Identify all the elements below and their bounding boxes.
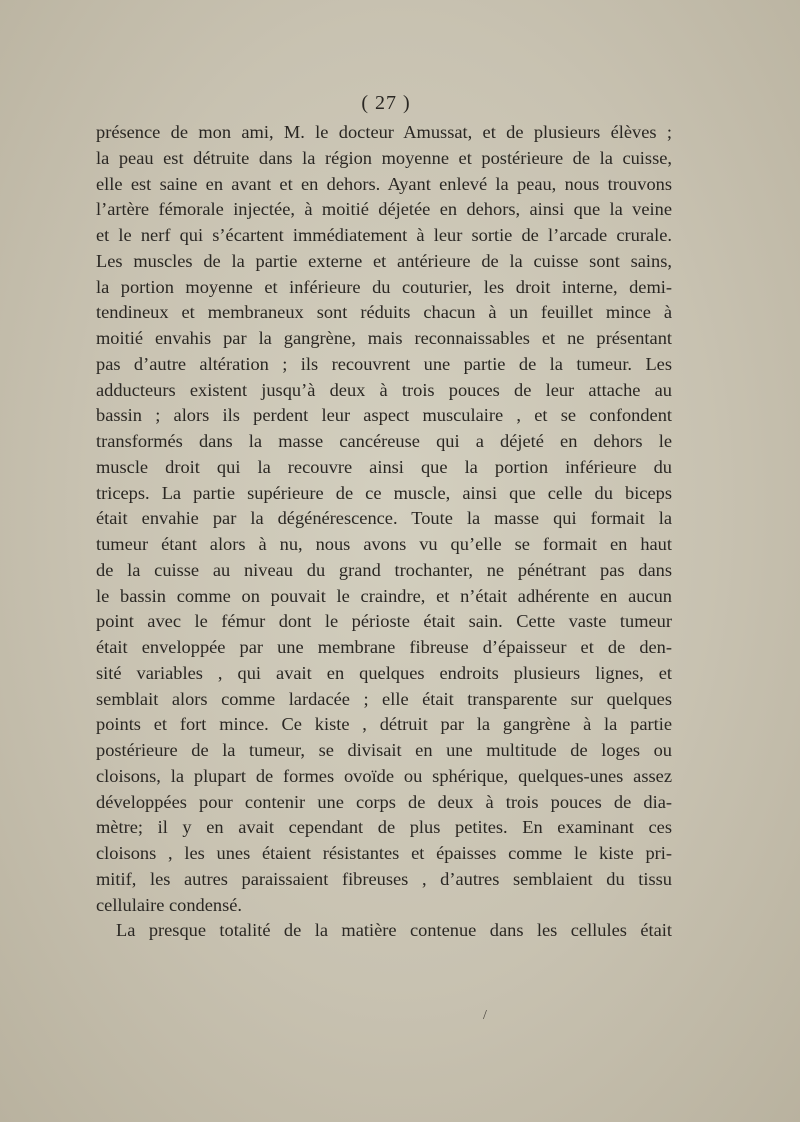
text-line: mitif, les autres paraissaient fibreuses , d’autres semblaient du tissu [96,868,672,889]
text-line: muscle droit qui la recouvre ainsi que la portion inférieure du [96,456,672,477]
text-line: Les muscles de la partie externe et antérieure de la cuisse sont sains, [96,250,672,271]
text-line: présence de mon ami, M. le docteur Amussat, et de plusieurs élèves ; [96,122,672,142]
text-line: la portion moyenne et inférieure du couturier, les droit interne, demi- [96,276,672,297]
text-line-paragraph-end: cellulaire condensé. [96,894,243,915]
text-line: tendineux et membraneux sont réduits chacun à un feuillet mince à [96,302,672,323]
text-line: et le nerf qui s’écartent immédiatement à leur sortie de l’arcade crurale. [96,225,672,245]
text-line: le bassin comme on pouvait le craindre, et n’était adhérente en aucun [96,585,672,606]
text-line: bassin ; alors ils perdent leur aspect musculaire , et se confondent [96,405,672,426]
body-text [96,120,672,944]
text-line: transformés dans la masse cancéreuse qui a déjeté en dehors le [96,431,672,451]
text-line: la peau est détruite dans la région moyenne et postérieure de la cuisse, [96,147,672,168]
text-line: elle est saine en avant et en dehors. Ayant enlevé la peau, nous trouvons [96,173,672,194]
text-line: cloisons, la plupart de formes ovoïde ou sphérique, quelques-unes assez [96,765,672,786]
text-line: tumeur étant alors à nu, nous avons vu qu’elle se formait en haut [96,534,672,554]
text-line: point avec le fémur dont le périoste était sain. Cette vaste tumeur [96,611,672,632]
page-number: ( 27 ) [361,92,411,114]
text-line: développées pour contenir une corps de deux à trois pouces de dia- [96,791,672,812]
text-line: cloisons , les unes étaient résistantes et épaisses comme le kiste pri- [96,843,672,863]
text-line: adducteurs existent jusqu’à deux à trois pouces de leur attache au [96,379,672,400]
text-line: était envahie par la dégénérescence. Toute la masse qui formait la [96,508,672,529]
text-line-paragraph-start: La presque totalité de la matière contenue dans les cellules était [116,920,672,941]
text-line: triceps. La partie supérieure de ce muscle, ainsi que celle du biceps [96,482,672,503]
text-line: l’artère fémorale injectée, à moitié déjetée en dehors, ainsi que la veine [96,199,672,220]
stray-mark: / [483,1008,487,1023]
text-line: était enveloppée par une membrane fibreuse d’épaisseur et de den- [96,637,672,657]
text-line: moitié envahis par la gangrène, mais reconnaissables et ne présentant [96,328,672,348]
text-line: points et fort mince. Ce kiste , détruit par la gangrène à la partie [96,714,672,735]
text-line: sité variables , qui avait en quelques endroits plusieurs lignes, et [96,662,672,683]
text-line: de la cuisse au niveau du grand trochanter, ne pénétrant pas dans [96,559,672,580]
text-line: postérieure de la tumeur, se divisait en une multitude de loges ou [96,740,672,760]
text-line: pas d’autre altération ; ils recouvrent une partie de la tumeur. Les [96,353,672,374]
text-line: mètre; il y en avait cependant de plus petites. En examinant ces [96,817,672,838]
text-line: semblait alors comme lardacée ; elle était transparente sur quelques [96,688,672,709]
